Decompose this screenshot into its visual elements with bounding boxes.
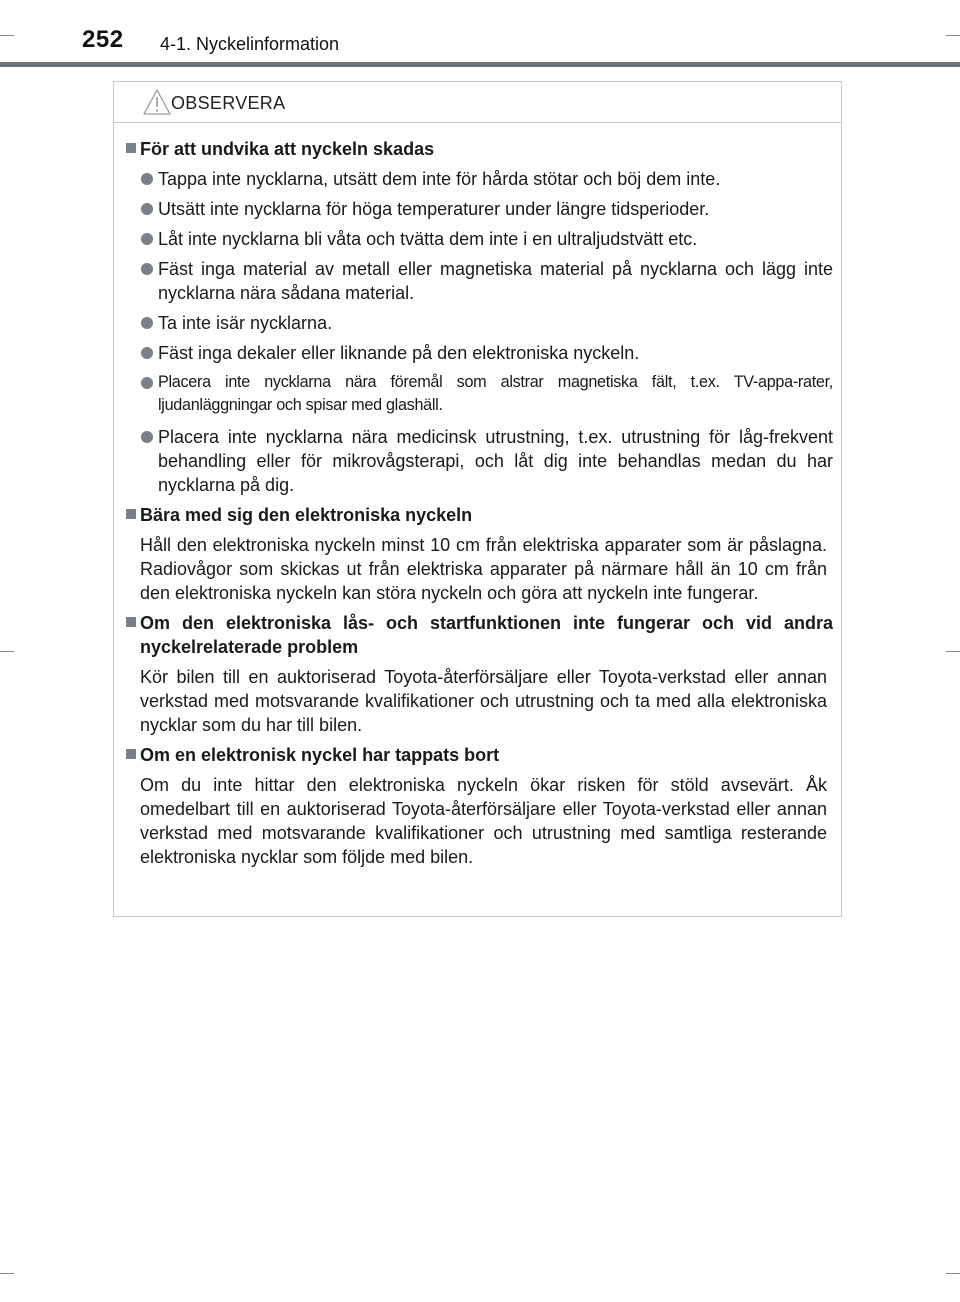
list-item: Utsätt inte nycklarna för höga temperaturer under längre tidsperioder. <box>114 197 841 221</box>
square-bullet-icon <box>126 509 136 519</box>
round-bullet-icon <box>141 263 153 275</box>
round-bullet-icon <box>141 173 153 185</box>
round-bullet-icon <box>141 377 153 389</box>
square-bullet-icon <box>126 143 136 153</box>
section-heading: Bära med sig den elektroniska nyckeln <box>114 503 841 527</box>
section-paragraph: Håll den elektroniska nyckeln minst 10 cm från elektriska apparater som är påslagna. Radiovågor som skickas ut från elektriska apparater på närmare håll än 10 cm från den elektroniska nyckeln kan störa nyckeln och göra att nyckeln inte fungerar. <box>140 535 827 603</box>
section-heading: Om en elektronisk nyckel har tappats bort <box>114 743 841 767</box>
crop-mark <box>0 651 14 652</box>
list-item: Placera inte nycklarna nära föremål som alstrar magnetiska fält, t.ex. TV-appa-rater, ljudanläggningar och spisar med glashäll. <box>114 371 841 417</box>
section-paragraph: Kör bilen till en auktoriserad Toyota-återförsäljare eller Toyota-verkstad eller annan verkstad med motsvarande kvalifikationer och utrustning och ta med alla elektroniska nycklar som du har till bilen. <box>140 667 827 735</box>
square-bullet-icon <box>126 617 136 627</box>
section-paragraph: Om du inte hittar den elektroniska nyckeln ökar risken för stöld avsevärt. Åk omedelbart till en auktoriserad Toyota-återförsäljare eller Toyota-verkstad eller annan verkstad med motsvarande kvalifikationer och utrustning med samtliga resterande elektroniska nycklar som följde med bilen. <box>140 775 827 867</box>
round-bullet-icon <box>141 431 153 443</box>
page-header <box>0 0 960 66</box>
section-heading: Om den elektroniska lås- och startfunktionen inte fungerar och vid andra nyckelrelaterade problem <box>114 611 841 659</box>
section-heading: För att undvika att nyckeln skadas <box>114 137 841 161</box>
list-item: Låt inte nycklarna bli våta och tvätta dem inte i en ultraljudstvätt etc. <box>114 227 841 251</box>
round-bullet-icon <box>141 233 153 245</box>
warning-triangle-icon <box>142 88 172 116</box>
list-item: Fäst inga dekaler eller liknande på den elektroniska nyckeln. <box>114 341 841 365</box>
crop-mark <box>0 1273 14 1274</box>
notice-header <box>114 82 841 123</box>
section-title: 4-1. Nyckelinformation <box>160 34 340 54</box>
list-item: Placera inte nycklarna nära medicinsk utrustning, t.ex. utrustning för låg-frekvent behandling eller för mikrovågsterapi, och låt dig inte behandlas medan du har nycklarna på dig. <box>114 425 841 497</box>
crop-mark <box>946 651 960 652</box>
crop-mark <box>946 1273 960 1274</box>
notice-box <box>113 81 842 917</box>
list-item: Tappa inte nycklarna, utsätt dem inte för hårda stötar och böj dem inte. <box>114 167 841 191</box>
notice-label: OBSERVERA <box>171 93 286 113</box>
round-bullet-icon <box>141 317 153 329</box>
round-bullet-icon <box>141 347 153 359</box>
list-item: Fäst inga material av metall eller magnetiska material på nycklarna och lägg inte nycklarna nära sådana material. <box>114 257 841 305</box>
list-item: Ta inte isär nycklarna. <box>114 311 841 335</box>
page-number: 252 <box>82 26 124 53</box>
round-bullet-icon <box>141 203 153 215</box>
square-bullet-icon <box>126 749 136 759</box>
notice-content <box>114 137 841 875</box>
header-rule <box>0 62 960 67</box>
